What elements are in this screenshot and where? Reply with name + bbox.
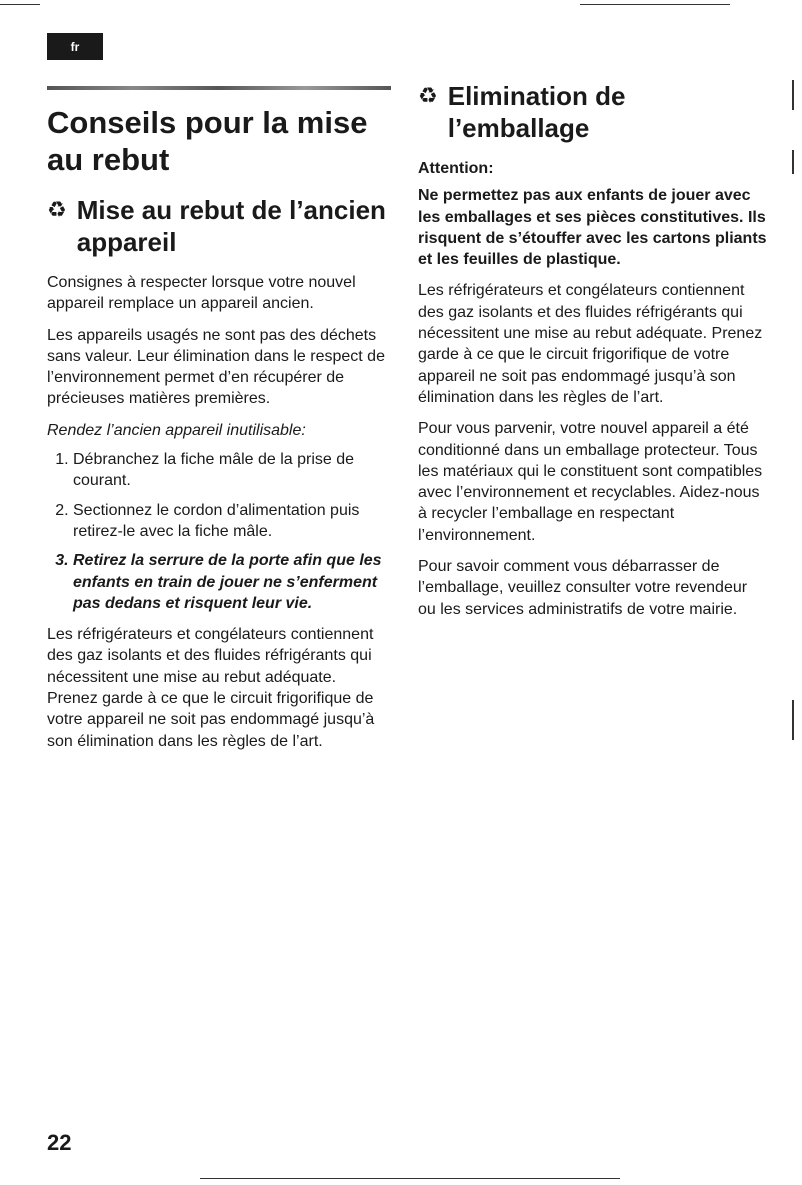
intro-text: Consignes à respecter lorsque votre nouvel appareil remplace un appareil ancien. bbox=[47, 274, 356, 313]
section-title-packaging: Elimination de l’emballage bbox=[447, 81, 626, 143]
instruction-text: Rendez l’ancien appareil inutilisable: bbox=[47, 421, 306, 439]
section-title-old-appliance: Mise au rebut de l’ancien appareil bbox=[76, 195, 386, 257]
section-heading-old-appliance bbox=[47, 194, 387, 258]
list-item-warning: 3. Retirez la serrure de la porte afin que les enfants en train de jouer ne s’enferment pas dedans et risquent leur vie. bbox=[73, 550, 387, 614]
scan-artifact bbox=[580, 4, 730, 5]
warning-text: Ne permettez pas aux enfants de jouer avec les emballages et ses pièces constitutives. Ils risquent de s’étouffer avec les cartons pliants et les feuilles de plastique. bbox=[418, 187, 767, 269]
right-column bbox=[418, 80, 768, 620]
language-tag: fr bbox=[47, 33, 103, 60]
steps-list bbox=[47, 449, 387, 614]
scan-artifact bbox=[792, 700, 794, 740]
scan-artifact bbox=[792, 80, 794, 110]
scan-artifact bbox=[200, 1178, 620, 1179]
section-heading-packaging bbox=[418, 80, 768, 144]
paragraph: Les appareils usagés ne sont pas des déchets sans valeur. Leur élimination dans le respect de l’environnement permet d’en récupérer de précieuses matières premières. bbox=[47, 326, 385, 408]
scan-artifact bbox=[0, 4, 40, 5]
recycle-icon: ♻ bbox=[418, 83, 438, 108]
recycle-icon: ♻ bbox=[47, 197, 67, 222]
list-item: 1. Débranchez la fiche mâle de la prise de courant. bbox=[73, 449, 387, 492]
title-rule bbox=[47, 86, 391, 90]
page-title: Conseils pour la mise au rebut bbox=[47, 105, 368, 177]
page-number: 22 bbox=[47, 1130, 72, 1155]
paragraph: Les réfrigérateurs et congélateurs contiennent des gaz isolants et des fluides réfrigérants qui nécessitent une mise au rebut adéquate. Prenez garde à ce que le circuit frigorifique de votre appareil ne soit pas endommagé jusqu’à son élimination dans les règles de l’art. bbox=[47, 626, 375, 750]
paragraph: Les réfrigérateurs et congélateurs contiennent des gaz isolants et des fluides réfrigérants qui nécessitent une mise au rebut adéquate. Prenez garde à ce que le circuit frigorifique de votre appareil ne soit pas endommagé jusqu’à son élimination dans les règles de l’art. bbox=[418, 282, 763, 406]
paragraph: Pour savoir comment vous débarrasser de l’emballage, veuillez consulter votre revendeur ou les services administratifs de votre mairie. bbox=[418, 558, 748, 618]
list-item: 2. Sectionnez le cordon d’alimentation puis retirez-le avec la fiche mâle. bbox=[73, 500, 387, 543]
paragraph: Pour vous parvenir, votre nouvel appareil a été conditionné dans un emballage protecteur. Tous les matériaux qui le constituent sont compatibles avec l’environnement et recyclables. Aidez-nous à recycler l’emballage en respectant l’environnement. bbox=[418, 420, 763, 544]
left-column bbox=[47, 104, 387, 752]
scan-artifact bbox=[792, 150, 794, 174]
attention-label: Attention: bbox=[418, 160, 494, 177]
